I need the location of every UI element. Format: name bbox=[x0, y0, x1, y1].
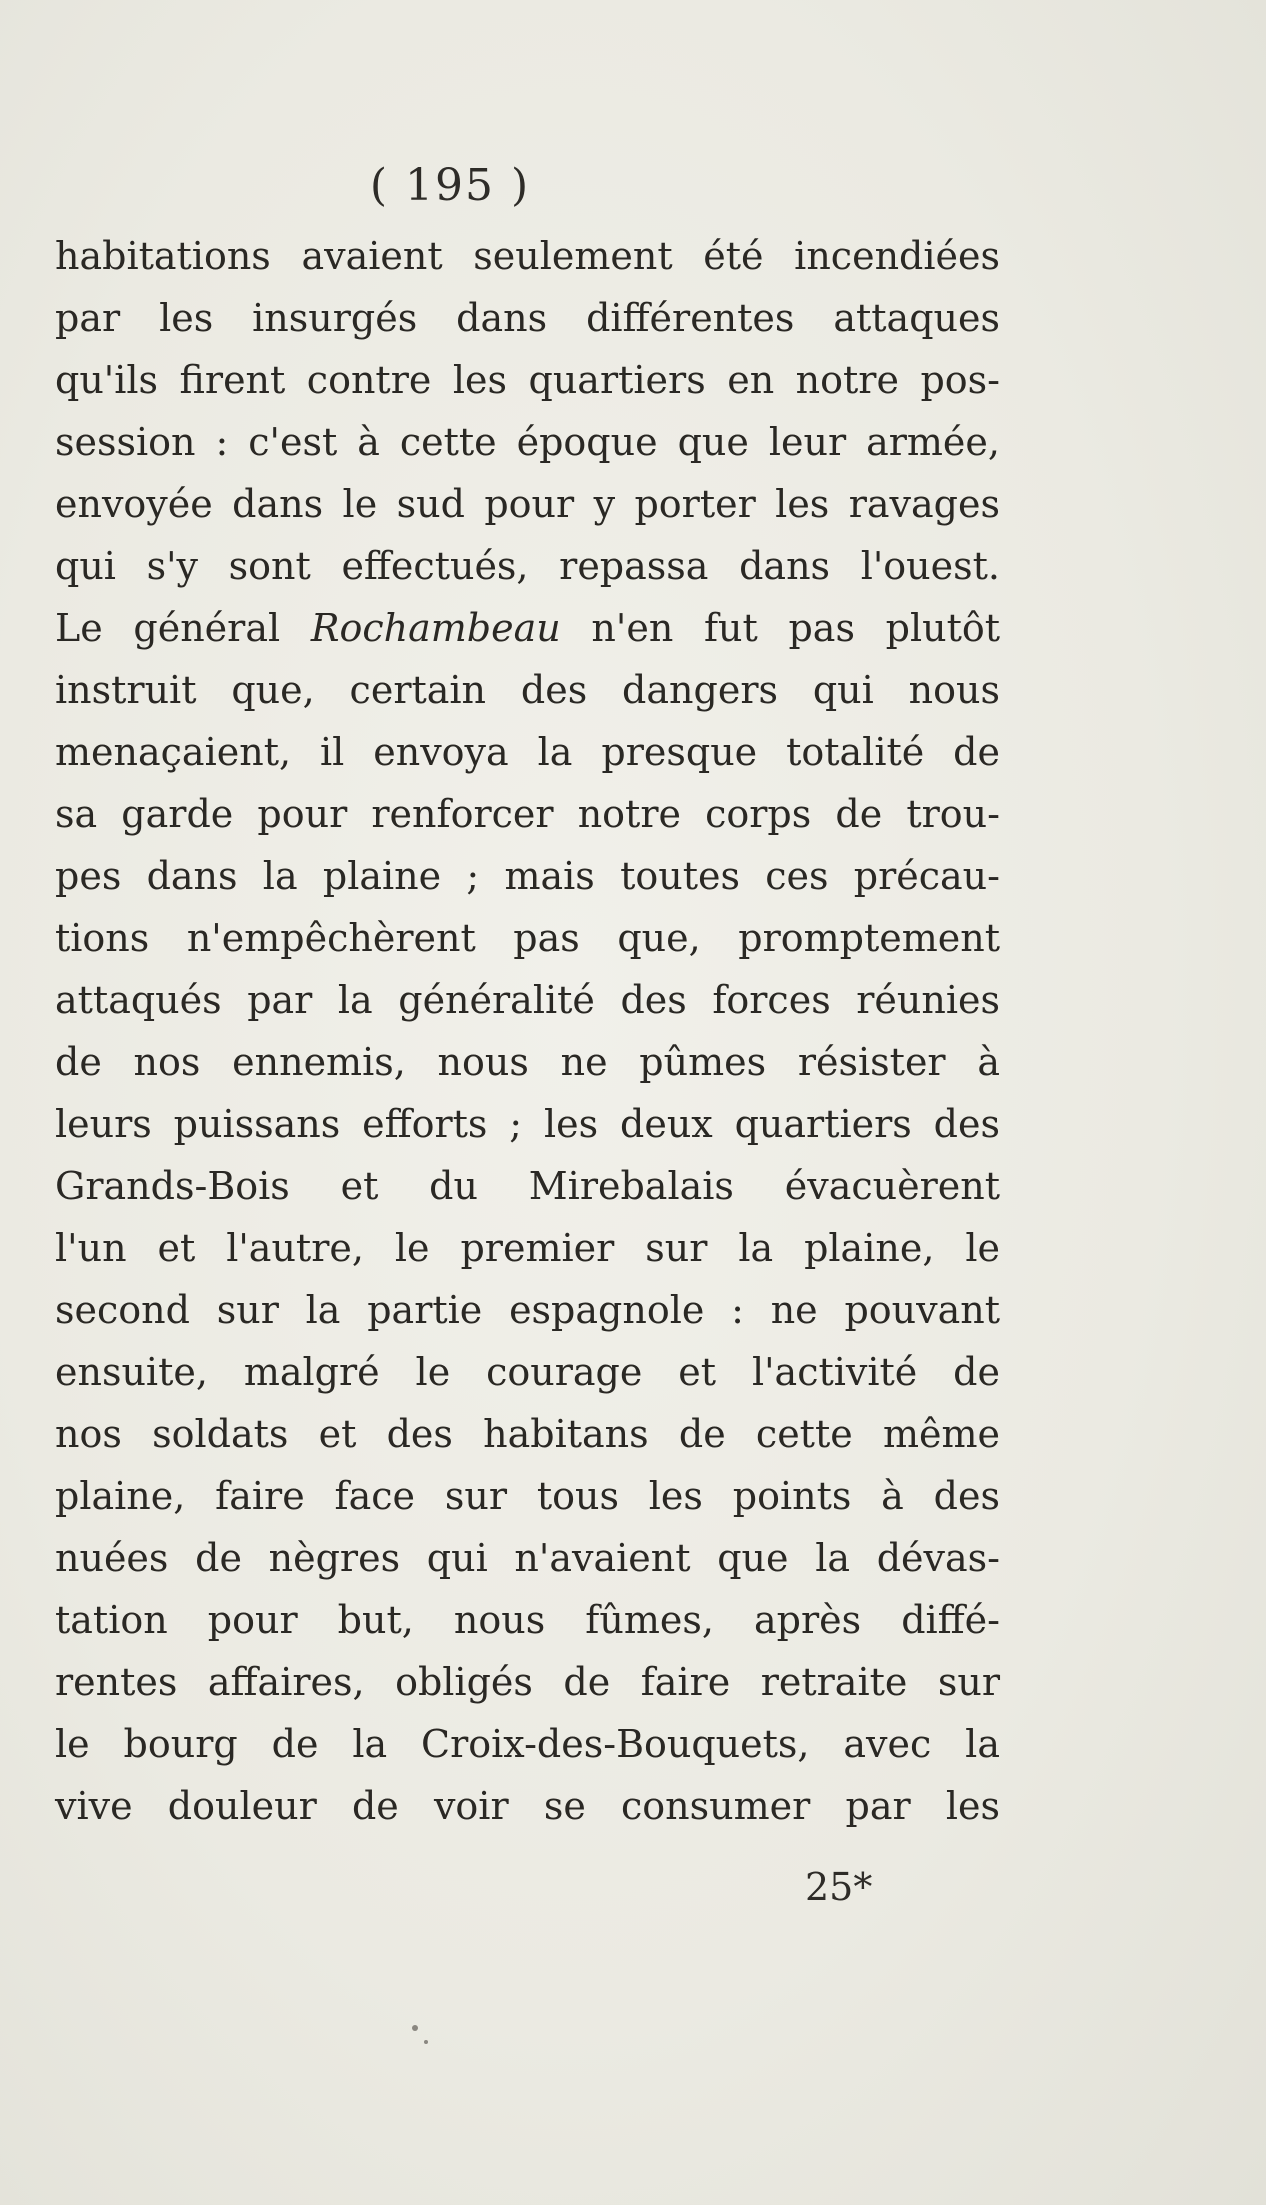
text-segment: n'en fut pas plutôt bbox=[591, 606, 1000, 650]
text-line: plaine, faire face sur tous les points à des bbox=[55, 1474, 1000, 1518]
text-line: habitations avaient seulement été incendiées bbox=[55, 234, 1000, 278]
signature-mark: 25* bbox=[805, 1865, 873, 1909]
text-line: session : c'est à cette époque que leur armée, bbox=[55, 420, 1000, 464]
text-line: le bourg de la Croix-des-Bouquets, avec la bbox=[55, 1722, 1000, 1766]
text-line: pes dans la plaine ; mais toutes ces précau- bbox=[55, 854, 1000, 898]
text-line: nos soldats et des habitans de cette même bbox=[55, 1412, 1000, 1456]
text-line: attaqués par la généralité des forces réunies bbox=[55, 978, 1000, 1022]
text-line: rentes affaires, obligés de faire retraite sur bbox=[55, 1660, 1000, 1704]
text-line: second sur la partie espagnole : ne pouvant bbox=[55, 1288, 1000, 1332]
text-line: qu'ils firent contre les quartiers en notre pos- bbox=[55, 358, 1000, 402]
text-line: tation pour but, nous fûmes, après diffé- bbox=[55, 1598, 1000, 1642]
text-line: sa garde pour renforcer notre corps de trou- bbox=[55, 792, 1000, 836]
text-line: de nos ennemis, nous ne pûmes résister à bbox=[55, 1040, 1000, 1084]
text-line: instruit que, certain des dangers qui nous bbox=[55, 668, 1000, 712]
text-line: leurs puissans efforts ; les deux quartiers des bbox=[55, 1102, 1000, 1146]
italic-name: Rochambeau bbox=[310, 606, 561, 650]
text-line: tions n'empêchèrent pas que, promptement bbox=[55, 916, 1000, 960]
text-line: menaçaient, il envoya la presque totalité de bbox=[55, 730, 1000, 774]
text-line: par les insurgés dans différentes attaques bbox=[55, 296, 1000, 340]
text-line: Grands-Bois et du Mirebalais évacuèrent bbox=[55, 1164, 1000, 1208]
body-text bbox=[55, 225, 1000, 1837]
paper-speck bbox=[424, 2040, 428, 2044]
text-line: qui s'y sont effectués, repassa dans l'ouest. bbox=[55, 544, 1000, 588]
text-line: ensuite, malgré le courage et l'activité de bbox=[55, 1350, 1000, 1394]
text-line: l'un et l'autre, le premier sur la plaine, le bbox=[55, 1226, 1000, 1270]
paper-speck bbox=[412, 2025, 418, 2031]
text-line bbox=[55, 597, 1000, 659]
page-number: ( 195 ) bbox=[369, 160, 531, 211]
text-line: envoyée dans le sud pour y porter les ravages bbox=[55, 482, 1000, 526]
text-line: vive douleur de voir se consumer par les bbox=[55, 1784, 1000, 1828]
text-line: nuées de nègres qui n'avaient que la dévas- bbox=[55, 1536, 1000, 1580]
text-segment: Le général bbox=[55, 606, 281, 650]
